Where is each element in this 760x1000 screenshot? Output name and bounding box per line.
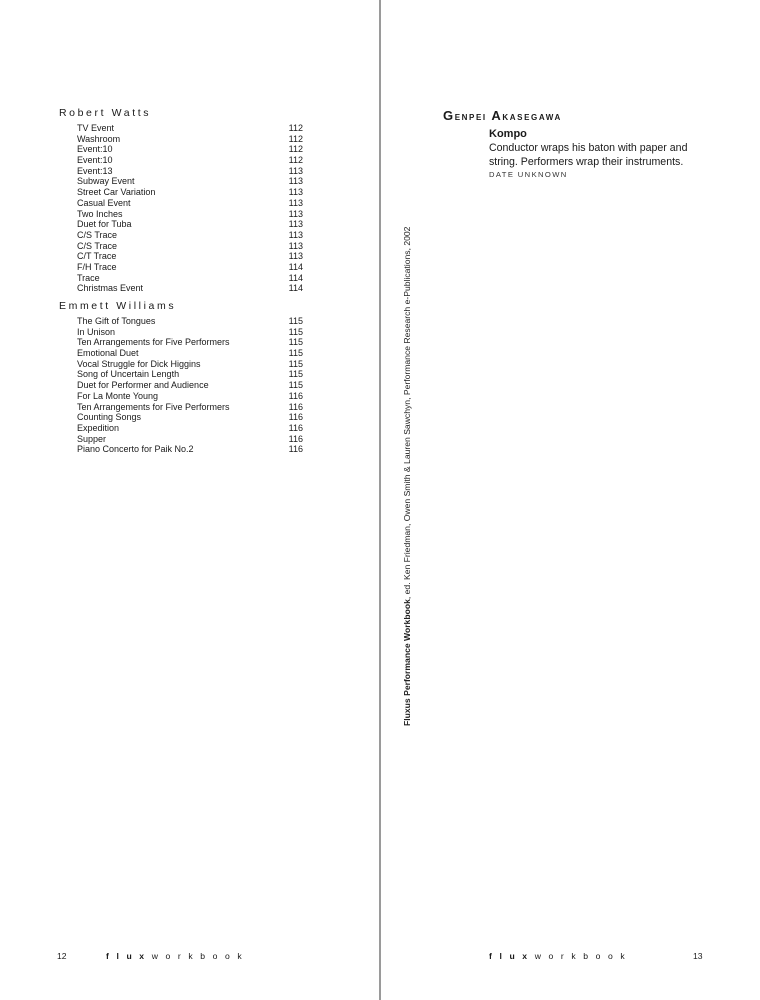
entry-title: Counting Songs <box>77 412 142 423</box>
index-entry <box>77 337 303 348</box>
author-heading: Robert Watts <box>59 107 152 119</box>
entry-title: Christmas Event <box>77 283 144 294</box>
entry-title: Vocal Struggle for Dick Higgins <box>77 358 201 369</box>
index-entry <box>77 423 303 434</box>
index-entry <box>77 327 303 338</box>
brand-light: workbook <box>534 951 633 961</box>
brand-bold: flux <box>106 951 152 961</box>
page-number-right: 13 <box>693 951 703 961</box>
index-entry <box>77 198 303 209</box>
entry-title: Piano Concerto for Paik No.2 <box>77 444 194 455</box>
entry-title: Casual Event <box>77 197 131 208</box>
entry-title: Ten Arrangements for Five Performers <box>77 337 230 348</box>
entry-title: Emotional Duet <box>77 348 139 359</box>
index-entry <box>77 209 303 220</box>
piece-text: Conductor wraps his baton with paper and string. Performers wrap their instruments. <box>489 142 688 168</box>
index-entry <box>77 380 303 391</box>
index-entry <box>77 348 303 359</box>
credit-title: Fluxus Performance Workbook <box>402 599 412 726</box>
entry-title: C/T Trace <box>77 251 117 262</box>
index-entry <box>77 187 303 198</box>
entry-page: 114 <box>288 261 303 272</box>
brand-light: workbook <box>151 951 250 961</box>
entry-title: C/S Trace <box>77 240 118 251</box>
heading-initial: G <box>443 108 455 123</box>
credit-line <box>402 227 412 726</box>
index-entry <box>77 262 303 273</box>
index-entry <box>77 316 303 327</box>
index-entry <box>77 155 303 166</box>
entry-title: Duet for Performer and Audience <box>77 380 209 391</box>
entry-title: Expedition <box>77 422 120 433</box>
entry-page: 113 <box>288 251 303 262</box>
index-entry <box>77 273 303 284</box>
entry-title: Event:10 <box>77 144 113 155</box>
entry-title: Event:13 <box>77 165 113 176</box>
index-entry <box>77 283 303 294</box>
entry-page: 116 <box>288 444 303 455</box>
entry-title: Ten Arrangements for Five Performers <box>77 401 230 412</box>
entry-title: C/S Trace <box>77 229 118 240</box>
entry-page: 113 <box>288 187 303 198</box>
index-entry <box>77 402 303 413</box>
index-entry <box>77 166 303 177</box>
index-entry <box>77 444 303 455</box>
piece-entry <box>489 127 699 179</box>
entry-title: For La Monte Young <box>77 390 159 401</box>
entry-title: Event:10 <box>77 155 113 166</box>
index-entry <box>77 434 303 445</box>
entry-page: 113 <box>288 176 303 187</box>
artist-heading: Genpei Akasegawa <box>443 108 562 123</box>
entry-page: 115 <box>288 326 303 337</box>
entry-page: 116 <box>288 422 303 433</box>
entry-title: Subway Event <box>77 176 135 187</box>
entry-page: 115 <box>288 337 303 348</box>
entry-title: Street Car Variation <box>77 187 156 198</box>
index-entry <box>77 144 303 155</box>
entry-title: F/H Trace <box>77 261 117 272</box>
entry-page: 112 <box>288 123 303 133</box>
index-entry <box>77 412 303 423</box>
footer-brand-left <box>106 951 249 961</box>
entry-title: Duet for Tuba <box>77 219 132 230</box>
entry-page: 113 <box>288 208 303 219</box>
heading-initial: A <box>491 108 503 123</box>
entry-page: 114 <box>288 283 303 294</box>
index-entry <box>77 391 303 402</box>
index-entry <box>77 176 303 187</box>
index-list-robert-watts <box>77 123 303 294</box>
index-entry <box>77 241 303 252</box>
entry-page: 112 <box>288 133 303 144</box>
entry-page: 115 <box>288 380 303 391</box>
entry-page: 113 <box>288 197 303 208</box>
entry-page: 116 <box>288 433 303 444</box>
index-entry <box>77 359 303 370</box>
entry-page: 113 <box>288 240 303 251</box>
page-number-left: 12 <box>57 951 67 961</box>
piece-date: DATE UNKNOWN <box>489 170 568 179</box>
entry-page: 115 <box>288 348 303 359</box>
index-entry <box>77 230 303 241</box>
entry-page: 116 <box>288 401 303 412</box>
entry-title: TV Event <box>77 123 115 133</box>
entry-page: 112 <box>288 144 303 155</box>
entry-title: Washroom <box>77 133 121 144</box>
index-entry <box>77 134 303 145</box>
entry-page: 116 <box>288 390 303 401</box>
entry-page: 113 <box>288 229 303 240</box>
entry-title: Supper <box>77 433 107 444</box>
entry-page: 114 <box>288 272 303 283</box>
entry-title: The Gift of Tongues <box>77 316 156 326</box>
entry-title: Song of Uncertain Length <box>77 369 180 380</box>
footer-brand-right <box>489 951 632 961</box>
entry-page: 116 <box>288 412 303 423</box>
index-list-emmett-williams <box>77 316 303 455</box>
entry-page: 115 <box>288 316 303 326</box>
brand-bold: flux <box>489 951 535 961</box>
entry-title: Two Inches <box>77 208 123 219</box>
entry-page: 115 <box>288 369 303 380</box>
entry-page: 115 <box>288 358 303 369</box>
index-entry <box>77 219 303 230</box>
piece-title: Kompo <box>489 128 527 140</box>
entry-title: Trace <box>77 272 100 283</box>
entry-page: 113 <box>288 219 303 230</box>
index-entry <box>77 123 303 134</box>
entry-page: 113 <box>288 165 303 176</box>
author-heading: Emmett Williams <box>59 300 177 312</box>
entry-page: 112 <box>288 155 303 166</box>
index-entry <box>77 251 303 262</box>
index-entry <box>77 369 303 380</box>
entry-title: In Unison <box>77 326 116 337</box>
credit-details: , ed. Ken Friedman, Owen Smith & Lauren Sawchyn, Performance Research e-Publications, 2002 <box>402 226 412 600</box>
